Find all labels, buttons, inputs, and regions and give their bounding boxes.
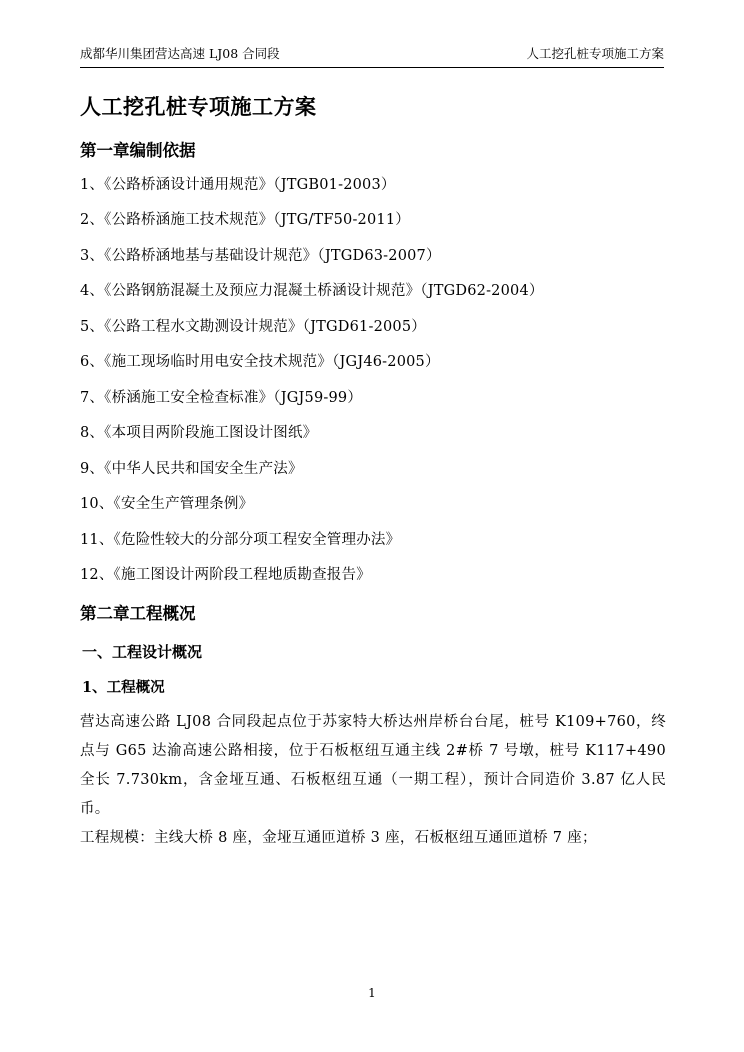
header-left-text: 成都华川集团营达高速 LJ08 合同段 bbox=[80, 46, 280, 61]
paragraph-project-scale: 工程规模：主线大桥 8 座，金垭互通匝道桥 3 座，石板枢纽互通匝道桥 7 座； bbox=[80, 830, 597, 847]
list-item: 7、《桥涵施工安全检查标准》（JGJ59-99） bbox=[80, 389, 363, 406]
list-item: 12、《施工图设计两阶段工程地质勘查报告》 bbox=[80, 567, 371, 584]
chapter-heading-2: 第二章工程概况 bbox=[80, 603, 196, 623]
page-title: 人工挖孔桩专项施工方案 bbox=[80, 94, 317, 119]
page-footer bbox=[0, 986, 744, 1000]
list-item: 4、《公路钢筋混凝土及预应力混凝土桥涵设计规范》（JTGD62-2004） bbox=[80, 283, 544, 300]
list-item: 5、《公路工程水文勘测设计规范》（JTGD61-2005） bbox=[80, 318, 426, 335]
list-item: 3、《公路桥涵地基与基础设计规范》（JTGD63-2007） bbox=[80, 247, 441, 264]
list-item: 9、《中华人民共和国安全生产法》 bbox=[80, 460, 303, 477]
page-header bbox=[80, 46, 664, 68]
list-item: 10、《安全生产管理条例》 bbox=[80, 496, 254, 513]
page-number: 1 bbox=[368, 986, 376, 1000]
section-heading-1: 一、工程设计概况 bbox=[82, 643, 203, 661]
header-right-text: 人工挖孔桩专项施工方案 bbox=[526, 46, 664, 61]
list-item: 11、《危险性较大的分部分项工程安全管理办法》 bbox=[80, 531, 401, 548]
list-item: 8、《本项目两阶段施工图设计图纸》 bbox=[80, 425, 318, 442]
document-body bbox=[80, 90, 666, 853]
list-item: 6、《施工现场临时用电安全技术规范》（JGJ46-2005） bbox=[80, 354, 440, 371]
chapter-heading-1: 第一章编制依据 bbox=[80, 140, 196, 160]
paragraph-project-overview: 营达高速公路 LJ08 合同段起点位于苏家特大桥达州岸桥台台尾，桩号 K109+760，终点与 G65 达渝高速公路相接，位于石板枢纽互通主线 2#桥 7 号墩，桩号 K117+490 全长 7.730km，含金垭互通、石板枢纽互通（一期工程），预计合同造价 3.87 亿人民币。 bbox=[80, 714, 666, 818]
list-item: 1、《公路桥涵设计通用规范》（JTGB01-2003） bbox=[80, 176, 396, 193]
list-item: 2、《公路桥涵施工技术规范》（JTG/TF50-2011） bbox=[80, 212, 410, 229]
subsection-heading-1: 1、工程概况 bbox=[82, 679, 165, 696]
